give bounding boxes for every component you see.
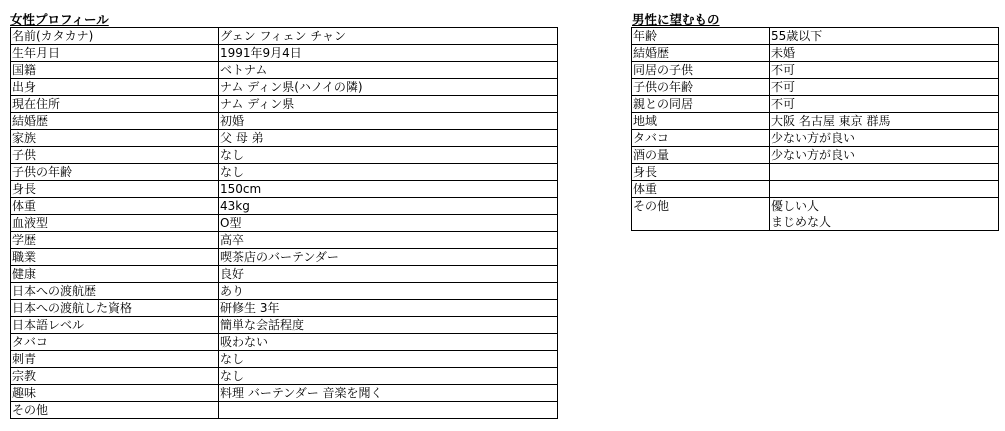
profile-value: 父 母 弟 [219,130,558,147]
profile-label: 趣味 [11,385,219,402]
wish-value: 不可 [770,79,999,96]
wish-value: 55歳以下 [770,28,999,45]
profile-row [11,283,558,300]
wish-value-line: まじめな人 [771,215,832,229]
profile-value: 高卒 [219,232,558,249]
profile-label: 血液型 [11,215,219,232]
profile-row [11,96,558,113]
wish-value: 未婚 [770,45,999,62]
profile-row [11,402,558,419]
profile-row [11,113,558,130]
profile-label: タバコ [11,334,219,351]
profile-value: 1991年9月4日 [219,45,558,62]
profile-label: 身長 [11,181,219,198]
profile-label: その他 [11,402,219,419]
wish-value: 不可 [770,96,999,113]
profile-label: 国籍 [11,62,219,79]
profile-label: 日本への渡航した資格 [11,300,219,317]
profile-label: 職業 [11,249,219,266]
female-profile-table [10,27,558,419]
profile-row [11,164,558,181]
profile-label: 子供の年齢 [11,164,219,181]
wish-label: 身長 [632,164,770,181]
wish-value-line: 優しい人 [771,199,820,213]
profile-value: あり [219,283,558,300]
profile-value: 簡単な会話程度 [219,317,558,334]
wish-label: 酒の量 [632,147,770,164]
wish-label: 親との同居 [632,96,770,113]
profile-value: 良好 [219,266,558,283]
profile-value: ナム ディン県(ハノイの隣) [219,79,558,96]
wish-label: 子供の年齢 [632,79,770,96]
profile-row [11,368,558,385]
profile-row [11,266,558,283]
wish-row [632,130,999,147]
wish-label: その他 [632,198,770,231]
wish-value [770,198,999,231]
wish-label: 地域 [632,113,770,130]
profile-value: 吸わない [219,334,558,351]
profile-row [11,28,558,45]
profile-value: 喫茶店のバーテンダー [219,249,558,266]
profile-value: 43kg [219,198,558,215]
wish-row [632,181,999,198]
profile-value: なし [219,147,558,164]
wish-label: 年齢 [632,28,770,45]
wish-value [770,181,999,198]
profile-label: 名前(カタカナ) [11,28,219,45]
profile-value: グェン フィェン チャン [219,28,558,45]
profile-label: 現在住所 [11,96,219,113]
profile-value: 料理 バーテンダー 音楽を聞く [219,385,558,402]
wish-row [632,96,999,113]
profile-label: 刺青 [11,351,219,368]
profile-row [11,198,558,215]
wish-value [770,164,999,181]
female-profile-title: 女性プロフィール [10,12,109,27]
profile-label: 子供 [11,147,219,164]
profile-label: 学歴 [11,232,219,249]
profile-row [11,300,558,317]
profile-row [11,45,558,62]
wish-label: 体重 [632,181,770,198]
wish-label: 同居の子供 [632,62,770,79]
profile-row [11,317,558,334]
profile-label: 結婚歴 [11,113,219,130]
profile-row [11,79,558,96]
wish-label: 結婚歴 [632,45,770,62]
wish-row [632,147,999,164]
profile-value: 研修生 3年 [219,300,558,317]
profile-label: 出身 [11,79,219,96]
profile-label: 健康 [11,266,219,283]
profile-row [11,181,558,198]
profile-value: なし [219,368,558,385]
profile-value: ベトナム [219,62,558,79]
wish-row [632,28,999,45]
wish-row [632,79,999,96]
profile-label: 家族 [11,130,219,147]
profile-value: なし [219,164,558,181]
profile-label: 日本への渡航歴 [11,283,219,300]
wish-value: 少ない方が良い [770,130,999,147]
profile-value: ナム ディン県 [219,96,558,113]
profile-row [11,130,558,147]
profile-value: なし [219,351,558,368]
profile-value: 初婚 [219,113,558,130]
wish-row [632,164,999,181]
profile-row [11,334,558,351]
profile-row [11,351,558,368]
wish-value: 大阪 名古屋 東京 群馬 [770,113,999,130]
wish-row [632,45,999,62]
wish-row [632,113,999,130]
profile-value: O型 [219,215,558,232]
profile-label: 宗教 [11,368,219,385]
profile-row [11,147,558,164]
wish-value: 少ない方が良い [770,147,999,164]
profile-row [11,232,558,249]
profile-row [11,215,558,232]
profile-label: 生年月日 [11,45,219,62]
wish-label: タバコ [632,130,770,147]
profile-row [11,385,558,402]
wish-row [632,62,999,79]
wish-value: 不可 [770,62,999,79]
male-wishes-title: 男性に望むもの [632,12,720,27]
profile-value [219,402,558,419]
profile-label: 日本語レベル [11,317,219,334]
profile-row [11,249,558,266]
profile-value: 150cm [219,181,558,198]
wish-row [632,198,999,231]
profile-label: 体重 [11,198,219,215]
male-wishes-table [631,27,999,231]
profile-row [11,62,558,79]
